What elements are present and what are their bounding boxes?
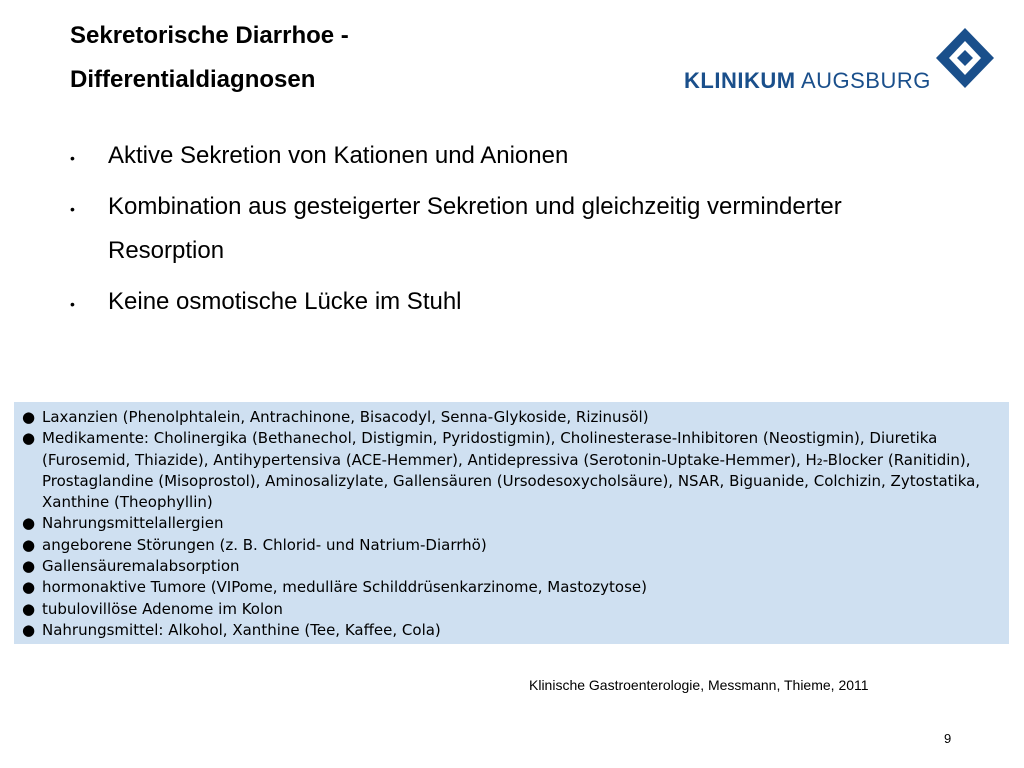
list-item-text: tubulovillöse Adenome im Kolon	[42, 599, 283, 618]
main-bullet-list	[62, 134, 862, 331]
bullet-dot-icon: •	[70, 150, 75, 166]
logo-wordmark	[684, 68, 931, 94]
differential-diagnosis-box	[14, 402, 1009, 644]
differential-diagnosis-list	[22, 407, 1001, 641]
klinikum-augsburg-logo	[684, 26, 1004, 98]
bullet-dot-icon: ●	[22, 578, 36, 597]
bullet-dot-icon: ●	[22, 408, 36, 426]
list-item	[22, 620, 1001, 641]
main-bullet-text: Aktive Sekretion von Kationen und Anionen	[108, 142, 569, 169]
slide-title-line-2: Differentialdiagnosen	[70, 66, 316, 93]
list-item	[22, 577, 1001, 598]
list-item	[22, 407, 1001, 428]
list-item-text: angeborene Störungen (z. B. Chlorid- und Natrium-Diarrhö)	[42, 535, 487, 554]
logo-diamond-icon	[934, 26, 996, 92]
slide-title	[70, 14, 590, 102]
bullet-dot-icon: •	[70, 296, 75, 312]
bullet-dot-icon: ●	[22, 599, 36, 618]
page-number: 9	[944, 731, 952, 746]
list-item-text: Medikamente: Cholinergika (Bethanechol, Distigmin, Pyridostigmin), Cholinesterase-Inhibitoren (Neostigmin), Diuretika (Furosemid, Thiazide), Antihypertensiva (ACE-Hemmer), Antidepressiva (Serotonin-Uptake-Hemmer), H₂-Blocker (Ranitidin), Prostaglandine (Misoprostol), Aminosalizylate, Gallensäuren (Ursodesoxycholsäure), NSAR, Biguanide, Colchizin, Zytostatika, Xanthine (Theophyllin)	[42, 429, 981, 512]
slide-title-line-1: Sekretorische Diarrhoe -	[70, 22, 349, 49]
main-bullet-item	[62, 185, 862, 273]
list-item-text: Gallensäuremalabsorption	[42, 557, 240, 576]
bullet-dot-icon: ●	[22, 514, 36, 533]
bullet-dot-icon: ●	[22, 620, 36, 639]
logo-wordmark-bold: KLINIKUM	[684, 68, 796, 93]
main-bullet-text: Kombination aus gesteigerter Sekretion und gleichzeitig verminderter Resorption	[108, 193, 842, 264]
list-item-text: Nahrungsmittelallergien	[42, 514, 224, 533]
main-bullet-text: Keine osmotische Lücke im Stuhl	[108, 288, 462, 315]
list-item	[22, 428, 1001, 513]
list-item-text: Laxanzien (Phenolphtalein, Antrachinone, Bisacodyl, Senna-Glykoside, Rizinusöl)	[42, 408, 649, 426]
list-item	[22, 535, 1001, 556]
list-item	[22, 556, 1001, 577]
main-bullet-item	[62, 134, 862, 178]
logo-wordmark-regular: AUGSBURG	[795, 68, 931, 93]
bullet-dot-icon: •	[70, 201, 75, 217]
list-item	[22, 513, 1001, 534]
list-item-text: Nahrungsmittel: Alkohol, Xanthine (Tee, Kaffee, Cola)	[42, 620, 441, 639]
main-bullet-item	[62, 280, 862, 324]
list-item-text: hormonaktive Tumore (VIPome, medulläre Schilddrüsenkarzinome, Mastozytose)	[42, 578, 648, 597]
list-item	[22, 599, 1001, 620]
source-citation: Klinische Gastroenterologie, Messmann, Thieme, 2011	[529, 677, 869, 693]
bullet-dot-icon: ●	[22, 535, 36, 554]
bullet-dot-icon: ●	[22, 429, 36, 448]
bullet-dot-icon: ●	[22, 557, 36, 576]
